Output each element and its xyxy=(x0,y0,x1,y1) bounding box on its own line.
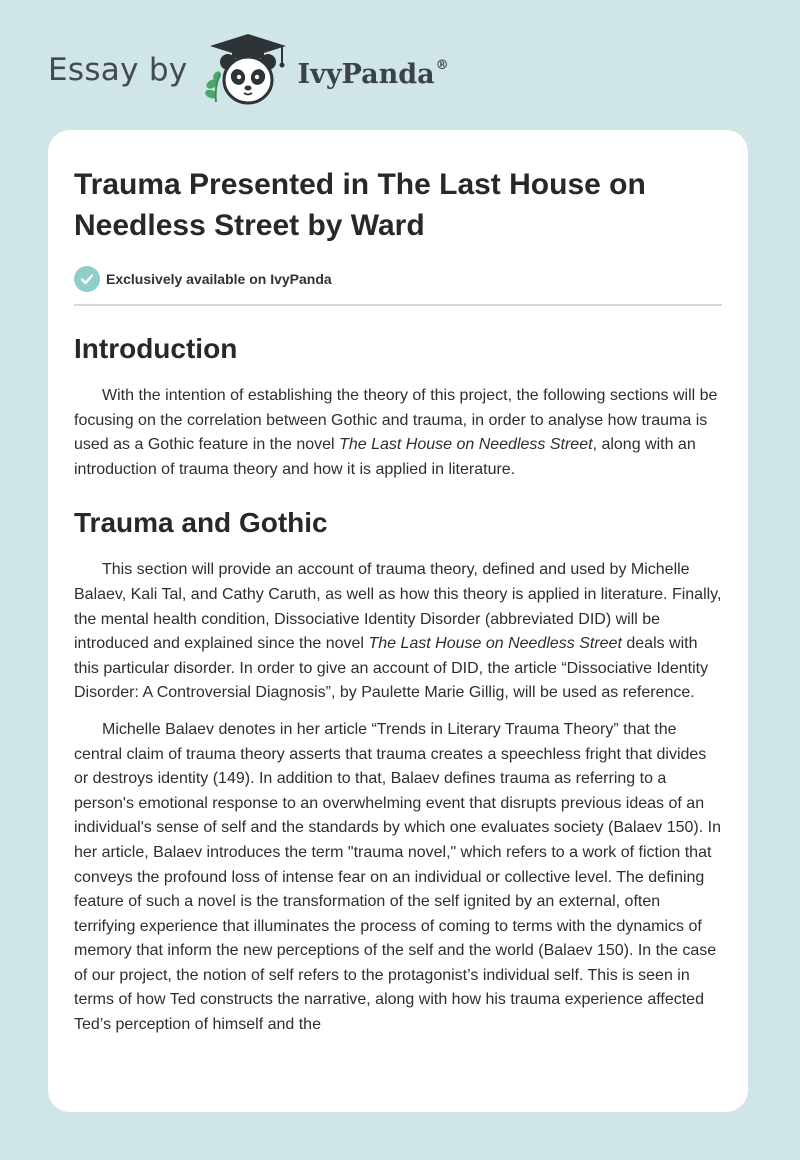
article-card xyxy=(48,130,748,1112)
trademark-symbol: ® xyxy=(435,58,449,73)
section-introduction xyxy=(74,332,722,482)
section-trauma-and-gothic xyxy=(74,506,722,1037)
brand-name-text: IvyPanda xyxy=(297,59,435,90)
paragraph-text: This section will provide an account of trauma theory, defined and used by Michelle Balaev, Kali Tal, and Cathy Caruth, as well as how this theory is applied in literature. Finally, the mental health condition, Dissociative Identity Disorder (abbreviated DID) will be introduced and explained since the novel xyxy=(74,561,722,653)
paragraph-text: With the intention of establishing the theory of this project, the following sections will be focusing on the correlation between Gothic and trauma, in order to analyse how trauma is used as a Gothic feature in the novel xyxy=(74,387,718,454)
brand-name[interactable] xyxy=(298,58,449,90)
section-heading: Trauma and Gothic xyxy=(74,507,328,539)
page-title: Trauma Presented in The Last House on Needless Street by Ward xyxy=(74,168,646,242)
paragraph-text: , along with an introduction of trauma theory and how it is applied in literature. xyxy=(74,436,696,478)
brand-header xyxy=(48,30,449,110)
panda-graduate-logo-icon[interactable] xyxy=(202,32,294,108)
book-title: The Last House on Needless Street xyxy=(339,436,593,454)
book-title: The Last House on Needless Street xyxy=(368,635,622,653)
paragraph: Michelle Balaev denotes in her article “Trends in Literary Trauma Theory” that the central claim of trauma theory asserts that trauma creates a speechless fright that divides or destroys identity (149). In addition to that, Balaev defines trauma as referring to a person's emotional response to an overwhelming event that disrupts previous ideas of an individual's sense of self and the standards by which one evaluates society (Balaev 150). In her article, Balaev introduces the term "trauma novel," which refers to a work of fiction that conveys the profound loss of intense fear on an individual or collective level. The defining feature of such a novel is the transformation of the self ignited by an external, often terrifying experience that illuminates the process of coming to terms with the dynamics of memory that inform the new perceptions of the self and the world (Balaev 150). In the case of our project, the notion of self refers to the protagonist’s individual self. This is seen in terms of how Ted constructs the narrative, along with how his trauma experience affected Ted’s perception of himself and the xyxy=(74,720,721,1034)
exclusive-badge xyxy=(74,266,722,306)
paragraph-text: deals with this particular disorder. In order to give an account of DID, the article “Dissociative Identity Disorder: A Controversial Diagnosis”, by Paulette Marie Gillig, will be used as reference. xyxy=(74,635,709,702)
section-heading: Introduction xyxy=(74,333,238,364)
exclusive-badge-text: Exclusively available on IvyPanda xyxy=(106,271,332,287)
paragraph xyxy=(74,384,722,482)
check-circle-icon xyxy=(74,266,100,292)
essay-by-label: Essay by xyxy=(48,52,188,88)
paragraph xyxy=(74,558,722,706)
